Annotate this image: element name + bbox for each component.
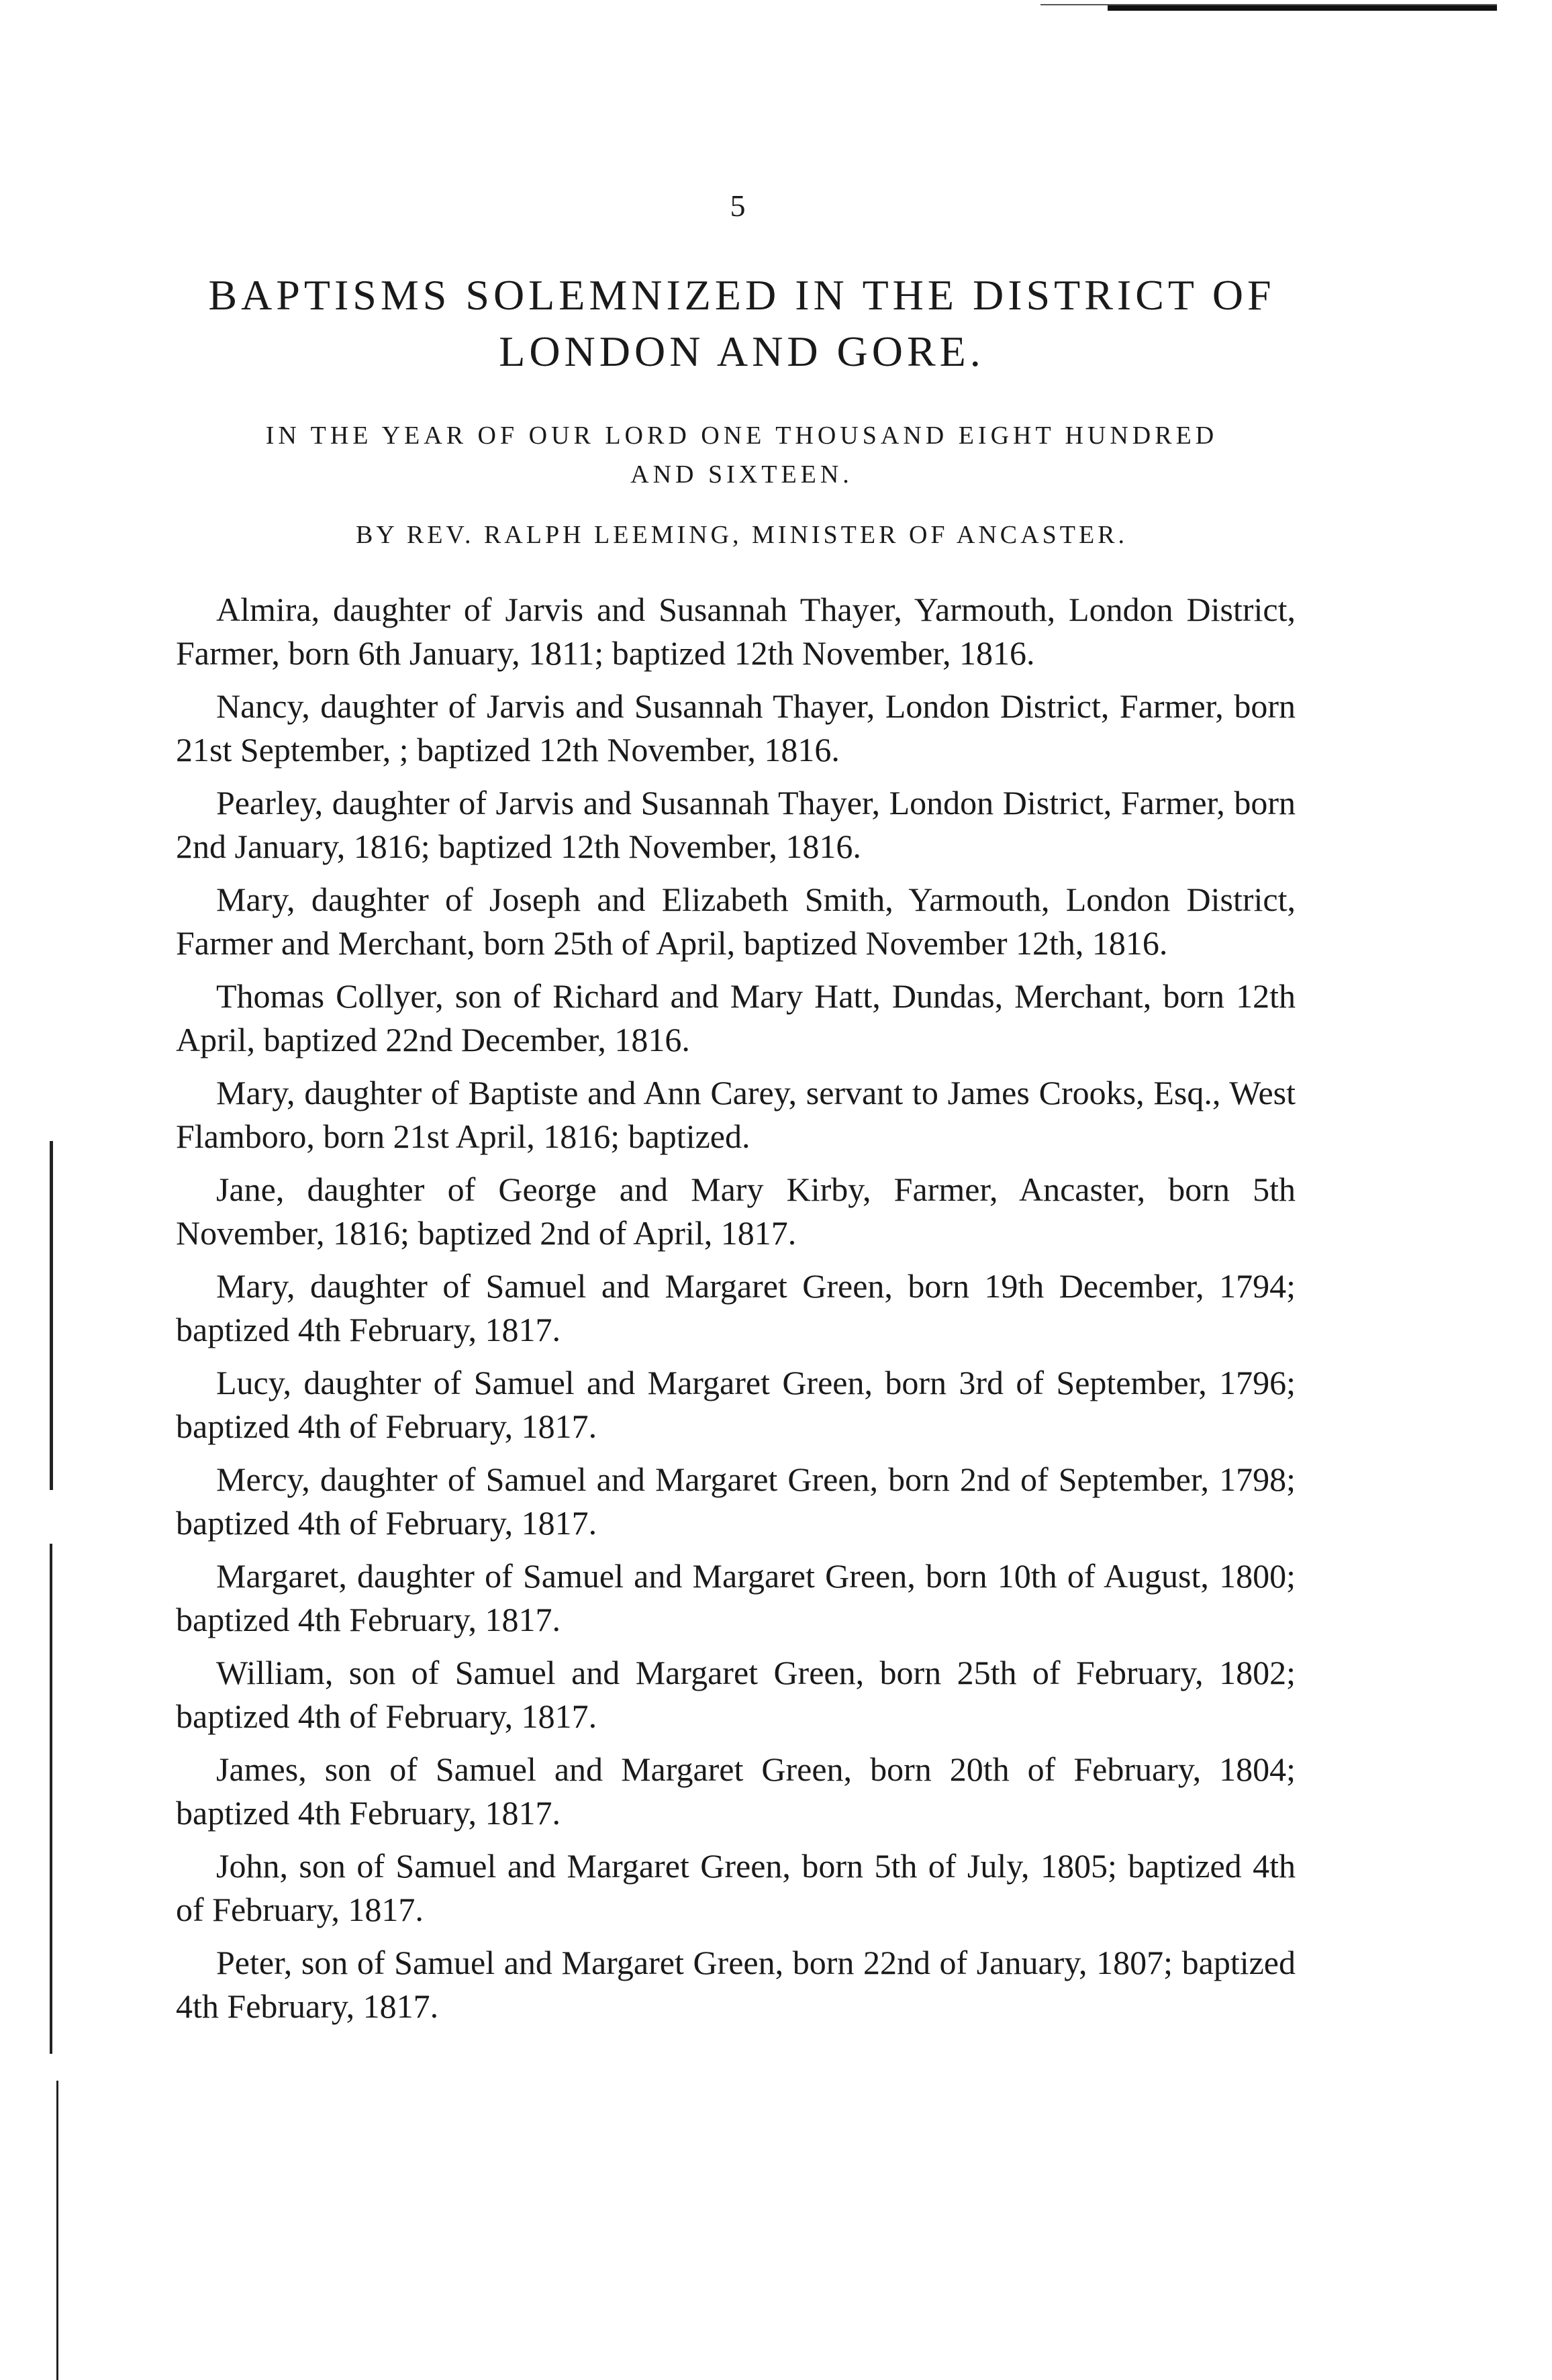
page-subtitle [154,416,1329,494]
subtitle-line-2: AND SIXTEEN. [630,460,853,489]
baptism-entry: Pearley, daughter of Jarvis and Susannah Thayer, London District, Farmer, born 2nd January, 1816; baptized 12th November, 1816. [176,784,1296,865]
baptism-entry: James, son of Samuel and Margaret Green, born 20th of February, 1804; baptized 4th February, 1817. [176,1750,1296,1832]
binding-edge-lower [56,2081,58,2380]
title-line-2: LONDON AND GORE. [499,328,985,375]
minister-line: BY REV. RALPH LEEMING, MINISTER OF ANCASTER. [355,521,1128,549]
baptism-entry: Margaret, daughter of Samuel and Margaret Green, born 10th of August, 1800; baptized 4th February, 1817. [176,1557,1296,1638]
baptism-entry: Almira, daughter of Jarvis and Susannah Thayer, Yarmouth, London District, Farmer, born 6th January, 1811; baptized 12th November, 1816. [176,591,1296,672]
baptism-entry: Mercy, daughter of Samuel and Margaret Green, born 2nd of September, 1798; baptized 4th of February, 1817. [176,1460,1296,1542]
binding-edge-middle [50,1544,52,2054]
baptism-entries [176,588,1296,2038]
baptism-entry: Peter, son of Samuel and Margaret Green, born 22nd of January, 1807; baptized 4th February, 1817. [176,1944,1296,2025]
baptism-entry: Mary, daughter of Samuel and Margaret Green, born 19th December, 1794; baptized 4th February, 1817. [176,1267,1296,1348]
baptism-entry: William, son of Samuel and Margaret Green, born 25th of February, 1802; baptized 4th of February, 1817. [176,1654,1296,1735]
subtitle-line-1: IN THE YEAR OF OUR LORD ONE THOUSAND EIGHT HUNDRED [265,422,1218,450]
baptism-entry: Thomas Collyer, son of Richard and Mary Hatt, Dundas, Merchant, born 12th April, baptized 22nd December, 1816. [176,977,1296,1058]
baptism-entry: Jane, daughter of George and Mary Kirby, Farmer, Ancaster, born 5th November, 1816; baptized 2nd of April, 1817. [176,1171,1296,1252]
binding-edge-upper [50,1141,53,1490]
page-number: 5 [730,189,747,223]
title-line-1: BAPTISMS SOLEMNIZED IN THE DISTRICT OF [208,271,1275,319]
baptism-entry: Mary, daughter of Baptiste and Ann Carey, servant to James Crooks, Esq., West Flamboro, born 21st April, 1816; baptized. [176,1074,1296,1155]
baptism-entry: Lucy, daughter of Samuel and Margaret Green, born 3rd of September, 1796; baptized 4th of February, 1817. [176,1364,1296,1445]
baptism-entry: Mary, daughter of Joseph and Elizabeth Smith, Yarmouth, London District, Farmer and Merchant, born 25th of April, baptized November 12th, 1816. [176,881,1296,962]
baptism-entry: John, son of Samuel and Margaret Green, born 5th of July, 1805; baptized 4th of February, 1817. [176,1847,1296,1928]
page-title [154,267,1329,380]
baptism-entry: Nancy, daughter of Jarvis and Susannah Thayer, London District, Farmer, born 21st September, ; baptized 12th November, 1816. [176,687,1296,768]
top-rule [1108,5,1497,11]
